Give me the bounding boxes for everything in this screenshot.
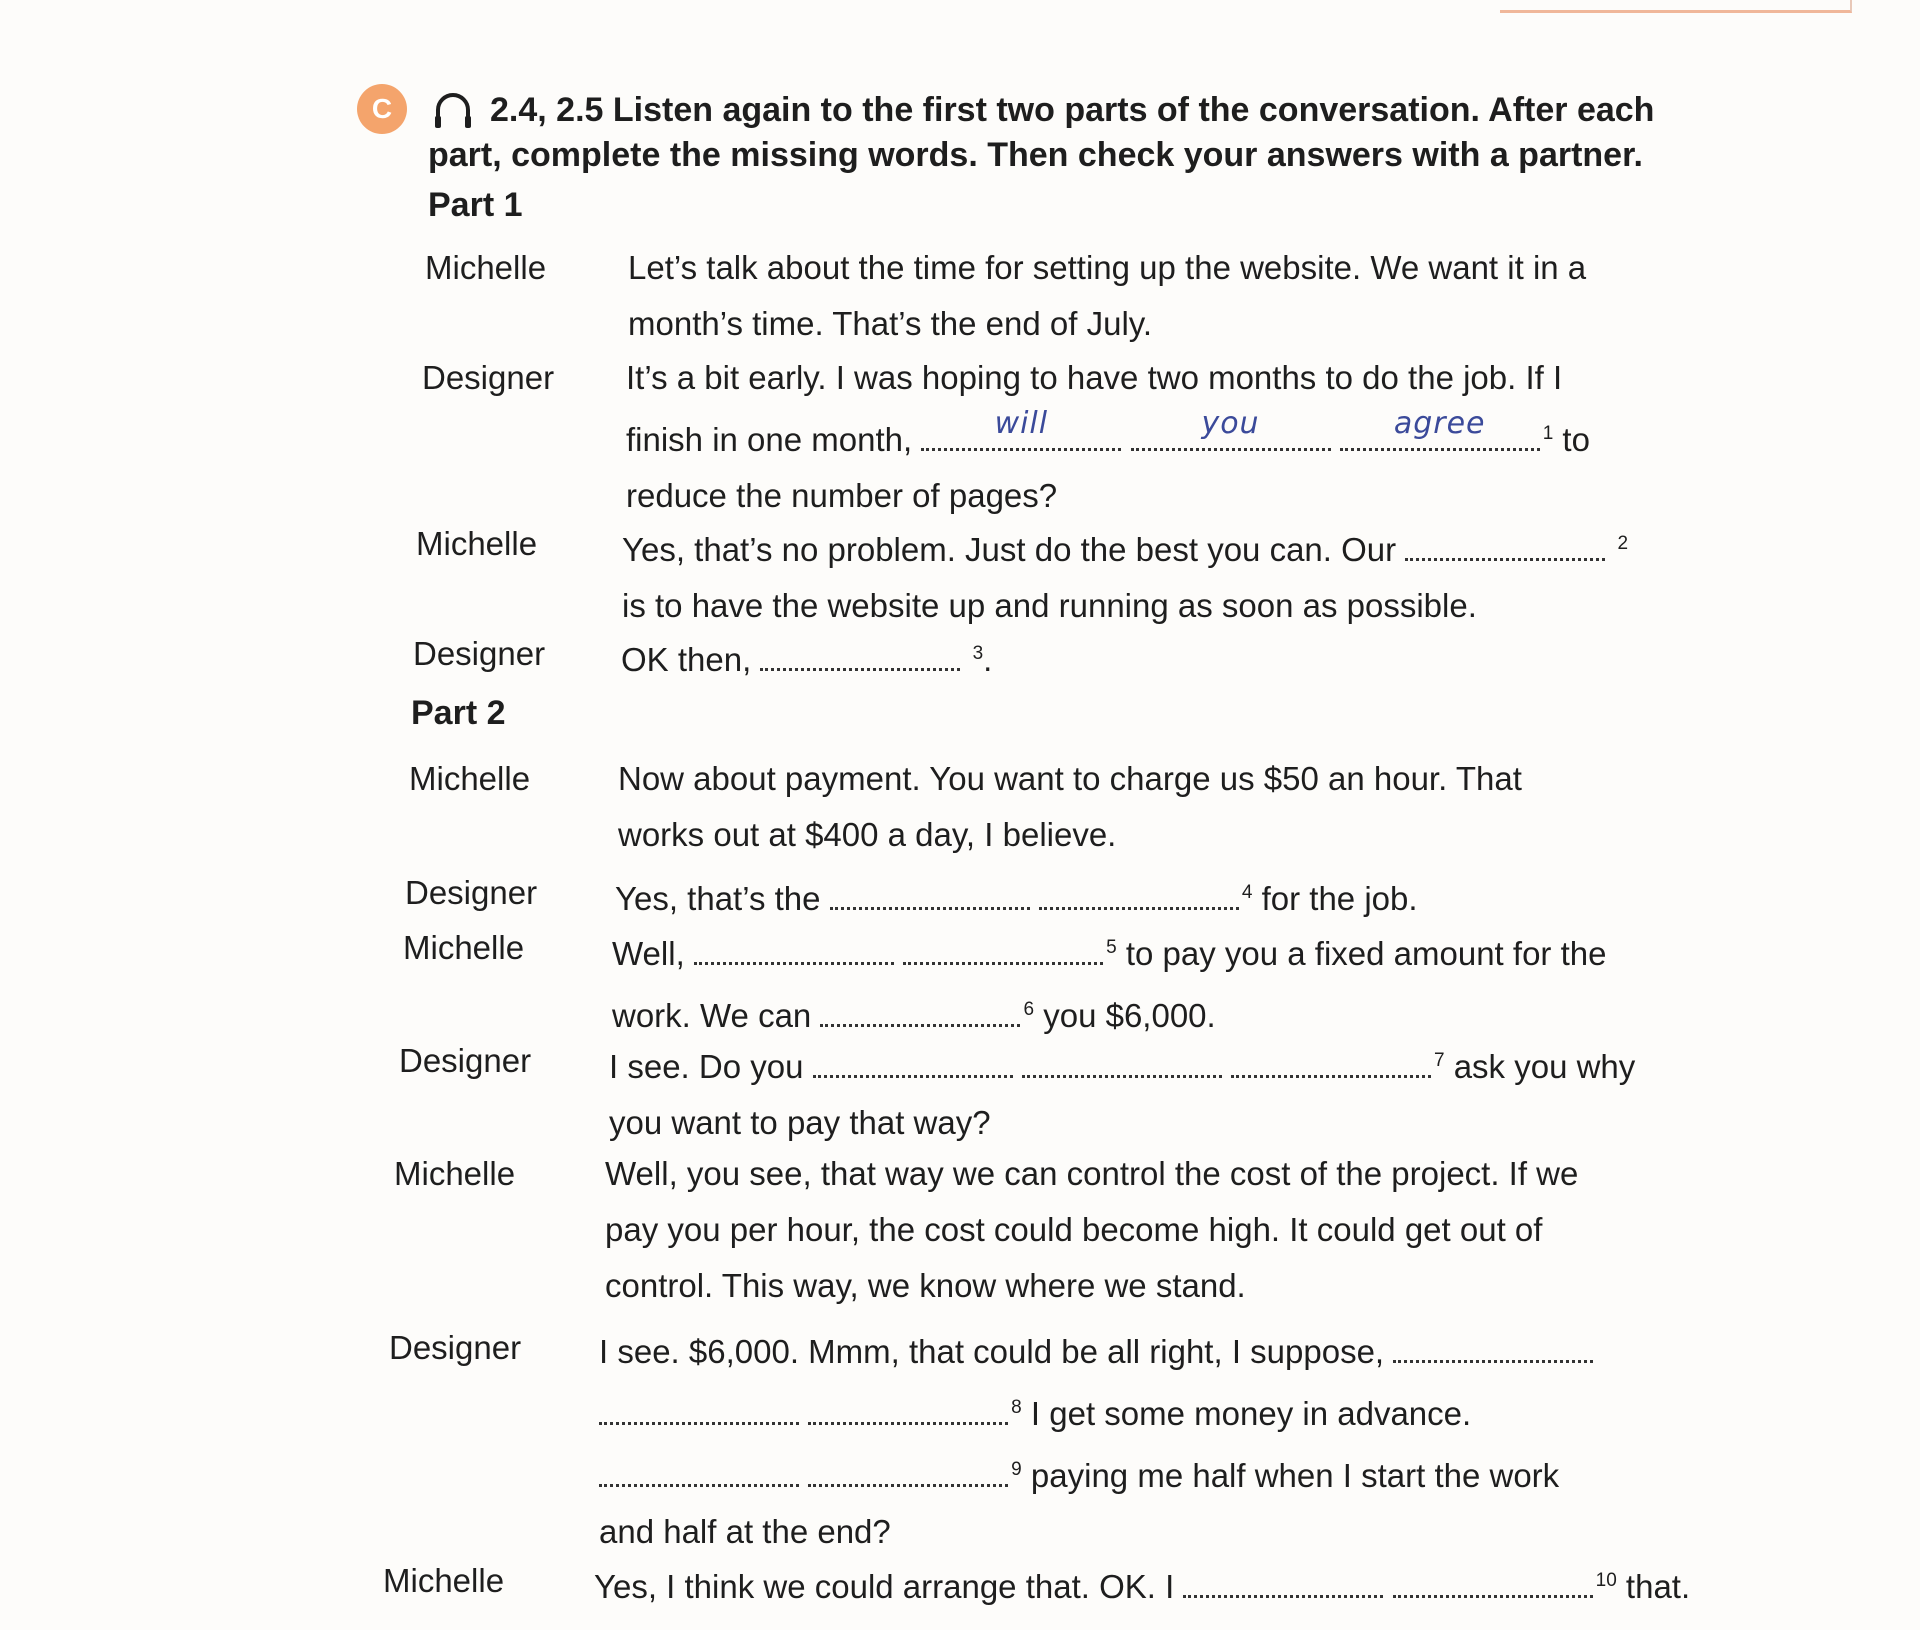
text-segment <box>1222 1048 1231 1085</box>
text-line <box>609 1033 1635 1095</box>
answer-blank[interactable] <box>1039 867 1239 910</box>
turn-text <box>621 626 992 688</box>
text-segment: Let’s talk about the time for setting up the website. We want it in a <box>628 249 1587 286</box>
turn-text <box>609 1033 1635 1151</box>
speaker-name: Designer <box>399 1042 532 1079</box>
text-segment: work. We can <box>612 997 821 1034</box>
text-line <box>609 1095 1635 1151</box>
text-segment: It’s a bit early. I was hoping to have two months to do the job. If I <box>626 359 1563 396</box>
turn-text <box>605 1146 1578 1314</box>
turn-text <box>594 1553 1690 1615</box>
speaker-name: Designer <box>422 359 555 396</box>
text-line <box>621 626 992 688</box>
page-header-box-edge <box>1500 0 1852 13</box>
text-segment: Well, <box>612 935 694 972</box>
turn-text <box>618 751 1522 863</box>
text-segment <box>1030 880 1039 917</box>
speaker-name: Designer <box>405 874 538 911</box>
gap-number: 6 <box>1023 999 1035 1020</box>
text-segment: Yes, that’s no problem. Just do the best you can. Our <box>622 531 1406 568</box>
text-line <box>599 1442 1593 1504</box>
text-segment: Well, you see, that way we can control the cost of the project. If we <box>605 1155 1579 1192</box>
answer-blank[interactable] <box>1340 408 1540 451</box>
text-line <box>615 865 1418 927</box>
part-heading: Part 1 <box>428 186 523 224</box>
answer-blank[interactable] <box>599 1444 799 1487</box>
text-segment <box>799 1457 808 1494</box>
speaker-name: Michelle <box>383 1562 505 1599</box>
turn-text <box>615 865 1418 927</box>
text-segment: month’s time. That’s the end of July. <box>628 305 1153 342</box>
text-line <box>605 1202 1578 1258</box>
instruction-line: 2.4, 2.5 Listen again to the first two parts of the conversation. After each <box>490 91 1655 129</box>
gap-number: 4 <box>1241 882 1253 903</box>
answer-blank[interactable] <box>694 922 894 965</box>
text-segment: pay you per hour, the cost could become high. It could get out of <box>605 1211 1543 1248</box>
text-segment: to <box>1553 421 1590 458</box>
text-line <box>618 751 1522 807</box>
part-heading: Part 2 <box>411 694 506 732</box>
answer-blank[interactable] <box>599 1382 799 1425</box>
text-line <box>628 296 1586 352</box>
turn-text <box>599 1320 1593 1560</box>
speaker-name: Designer <box>413 635 546 672</box>
text-segment: I see. $6,000. Mmm, that could be all right, I suppose, <box>599 1333 1394 1370</box>
text-segment: . <box>983 641 993 678</box>
answer-blank[interactable] <box>808 1444 1008 1487</box>
text-line <box>605 1146 1578 1202</box>
text-segment: control. This way, we know where we stand. <box>605 1267 1246 1304</box>
text-segment: works out at $400 a day, I believe. <box>618 816 1117 853</box>
speaker-name: Michelle <box>416 525 538 562</box>
text-segment <box>799 1395 808 1432</box>
handwritten-answer: agree <box>1393 406 1486 441</box>
text-segment: OK then, <box>621 641 761 678</box>
speaker-name: Michelle <box>425 249 547 286</box>
gap-number: 7 <box>1433 1050 1445 1071</box>
text-line <box>612 920 1606 982</box>
answer-blank[interactable] <box>1183 1555 1383 1598</box>
turn-text <box>612 920 1606 1044</box>
text-segment <box>1121 421 1130 458</box>
text-segment: that. <box>1616 1568 1691 1605</box>
text-line <box>622 516 1628 578</box>
speaker-name: Michelle <box>409 760 531 797</box>
answer-blank[interactable] <box>808 1382 1008 1425</box>
text-line <box>599 1504 1593 1560</box>
text-segment: Yes, that’s the <box>615 880 830 917</box>
text-segment: ask you why <box>1444 1048 1636 1085</box>
text-segment <box>1605 531 1614 568</box>
text-segment: Yes, I think we could arrange that. OK. I <box>594 1568 1184 1605</box>
text-segment: to pay you a fixed amount for the <box>1116 935 1607 972</box>
gap-number: 2 <box>1617 533 1629 554</box>
text-segment: and half at the end? <box>599 1513 891 1550</box>
text-line <box>594 1553 1690 1615</box>
text-segment <box>960 641 969 678</box>
handwritten-answer: will <box>994 406 1049 441</box>
answer-blank[interactable] <box>1393 1320 1593 1363</box>
exercise-letter-badge: C <box>357 84 407 134</box>
gap-number: 3 <box>972 643 984 664</box>
gap-number: 1 <box>1542 423 1554 444</box>
text-segment: you $6,000. <box>1034 997 1216 1034</box>
text-segment: I get some money in advance. <box>1021 1395 1472 1432</box>
gap-number: 9 <box>1011 1459 1022 1480</box>
turn-text <box>622 516 1628 634</box>
text-segment <box>1013 1048 1022 1085</box>
handwritten-answer: you <box>1201 406 1260 441</box>
answer-blank[interactable] <box>1231 1035 1431 1078</box>
answer-blank[interactable] <box>903 922 1103 965</box>
answer-blank[interactable] <box>760 628 960 671</box>
text-line <box>626 406 1590 468</box>
text-segment <box>1383 1568 1392 1605</box>
answer-blank[interactable] <box>1022 1035 1222 1078</box>
text-segment: is to have the website up and running as soon as possible. <box>622 587 1477 624</box>
gap-number: 8 <box>1011 1397 1022 1418</box>
gap-number: 5 <box>1106 937 1117 958</box>
speaker-name: Michelle <box>403 929 525 966</box>
text-segment: you want to pay that way? <box>609 1104 991 1141</box>
speaker-name: Michelle <box>394 1155 516 1192</box>
answer-blank[interactable] <box>1131 408 1331 451</box>
turn-text <box>626 350 1590 524</box>
text-segment: paying me half when I start the work <box>1021 1457 1560 1494</box>
text-line <box>618 807 1522 863</box>
text-segment <box>1331 421 1340 458</box>
answer-blank[interactable] <box>1393 1555 1593 1598</box>
text-segment: I see. Do you <box>609 1048 813 1085</box>
gap-number: 10 <box>1595 1570 1617 1591</box>
answer-blank[interactable] <box>1405 518 1605 561</box>
speaker-name: Designer <box>389 1329 522 1366</box>
text-line <box>628 240 1586 296</box>
text-line <box>605 1258 1578 1314</box>
exercise-instructions <box>428 88 1748 178</box>
text-segment <box>894 935 903 972</box>
answer-blank[interactable] <box>830 867 1030 910</box>
answer-blank[interactable] <box>813 1035 1013 1078</box>
text-segment: finish in one month, <box>626 421 922 458</box>
turn-text <box>628 240 1586 352</box>
answer-blank[interactable] <box>921 408 1121 451</box>
answer-blank[interactable] <box>820 984 1020 1027</box>
text-segment: Now about payment. You want to charge us $50 an hour. That <box>618 760 1522 797</box>
text-segment: reduce the number of pages? <box>626 477 1058 514</box>
text-line <box>599 1320 1593 1380</box>
instruction-line: part, complete the missing words. Then check your answers with a partner. <box>428 136 1643 174</box>
text-segment: for the job. <box>1252 880 1418 917</box>
text-line <box>599 1380 1593 1442</box>
